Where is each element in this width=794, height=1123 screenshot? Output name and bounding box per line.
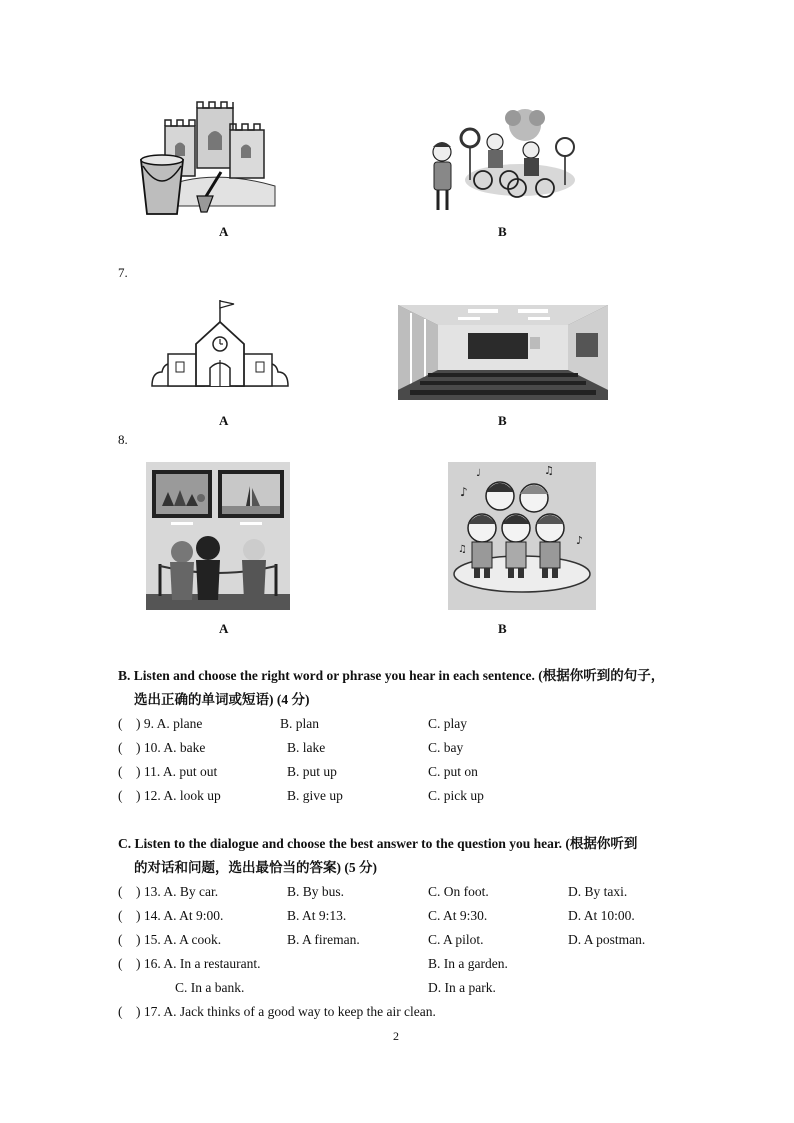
option-a: ) 11. A. put out	[136, 764, 218, 779]
answer-paren[interactable]: (	[118, 788, 123, 803]
option-b: B. give up	[287, 788, 343, 803]
option-d: D. In a park.	[428, 980, 496, 995]
option-d: D. A postman.	[568, 932, 646, 947]
classroom-picture	[398, 305, 608, 400]
option-d: D. By taxi.	[568, 884, 628, 899]
svg-text:♪: ♪	[460, 485, 468, 499]
section-b-heading	[118, 664, 718, 712]
answer-paren[interactable]: (	[118, 716, 123, 731]
svg-text:♫: ♫	[544, 464, 554, 477]
art-gallery-picture	[146, 462, 290, 610]
option-label-a: A	[219, 413, 229, 428]
answer-paren[interactable]: (	[118, 956, 123, 971]
option-b: B. A fireman.	[287, 932, 360, 947]
option-c: C. play	[428, 716, 467, 731]
option-c: C. On foot.	[428, 884, 489, 899]
option-label-b: B	[498, 621, 507, 636]
answer-paren[interactable]: (	[118, 908, 123, 923]
option-label-a: A	[219, 621, 229, 636]
svg-text:♫: ♫	[458, 544, 467, 555]
section-b-heading-line1: B. Listen and choose the right word or phrase you hear in each sentence. (根据你听到的句子，	[118, 668, 665, 683]
svg-text:♩: ♩	[476, 468, 481, 479]
question-number-7: 7.	[118, 265, 128, 280]
answer-paren[interactable]: (	[118, 740, 123, 755]
children-singing-picture	[448, 462, 596, 610]
answer-paren[interactable]: (	[118, 932, 123, 947]
option-b: B. lake	[287, 740, 326, 755]
option-a: ) 13. A. By car.	[136, 884, 219, 899]
option-a: ) 17. A. Jack thinks of a good way to keep the air clean.	[136, 1004, 436, 1019]
option-c: C. In a bank.	[175, 980, 245, 995]
option-b: B. At 9:13.	[287, 908, 347, 923]
option-b: B. put up	[287, 764, 337, 779]
option-a: ) 14. A. At 9:00.	[136, 908, 224, 923]
option-b: B. plan	[280, 716, 319, 731]
option-a: ) 10. A. bake	[136, 740, 206, 755]
sandcastle-picture	[135, 96, 285, 221]
answer-paren[interactable]: (	[118, 1004, 123, 1019]
option-label-b: B	[498, 413, 507, 428]
traffic-safety-picture	[425, 100, 580, 215]
option-a: ) 16. A. In a restaurant.	[136, 956, 261, 971]
question-number-8: 8.	[118, 432, 128, 447]
option-label-b: B	[498, 224, 507, 239]
option-c: C. bay	[428, 740, 464, 755]
option-d: D. At 10:00.	[568, 908, 635, 923]
option-b: B. By bus.	[287, 884, 345, 899]
page-number: 2	[393, 1029, 399, 1043]
option-a: ) 12. A. look up	[136, 788, 221, 803]
option-c: C. At 9:30.	[428, 908, 488, 923]
option-label-a: A	[219, 224, 229, 239]
answer-paren[interactable]: (	[118, 764, 123, 779]
svg-text:♪: ♪	[576, 534, 584, 547]
section-c-heading-line1: C. Listen to the dialogue and choose the best answer to the question you hear. (根据你听到	[118, 836, 638, 851]
answer-paren[interactable]: (	[118, 884, 123, 899]
option-b: B. In a garden.	[428, 956, 508, 971]
option-c: C. A pilot.	[428, 932, 484, 947]
option-c: C. pick up	[428, 788, 484, 803]
option-c: C. put on	[428, 764, 478, 779]
school-building-picture	[150, 298, 290, 390]
option-a: ) 9. A. plane	[136, 716, 203, 731]
section-c-heading	[118, 832, 718, 880]
section-b-heading-line2: 选出正确的单词或短语) (4 分)	[134, 692, 310, 707]
section-c-heading-line2: 的对话和问题，选出最恰当的答案) (5 分)	[134, 860, 377, 875]
option-a: ) 15. A. A cook.	[136, 932, 222, 947]
